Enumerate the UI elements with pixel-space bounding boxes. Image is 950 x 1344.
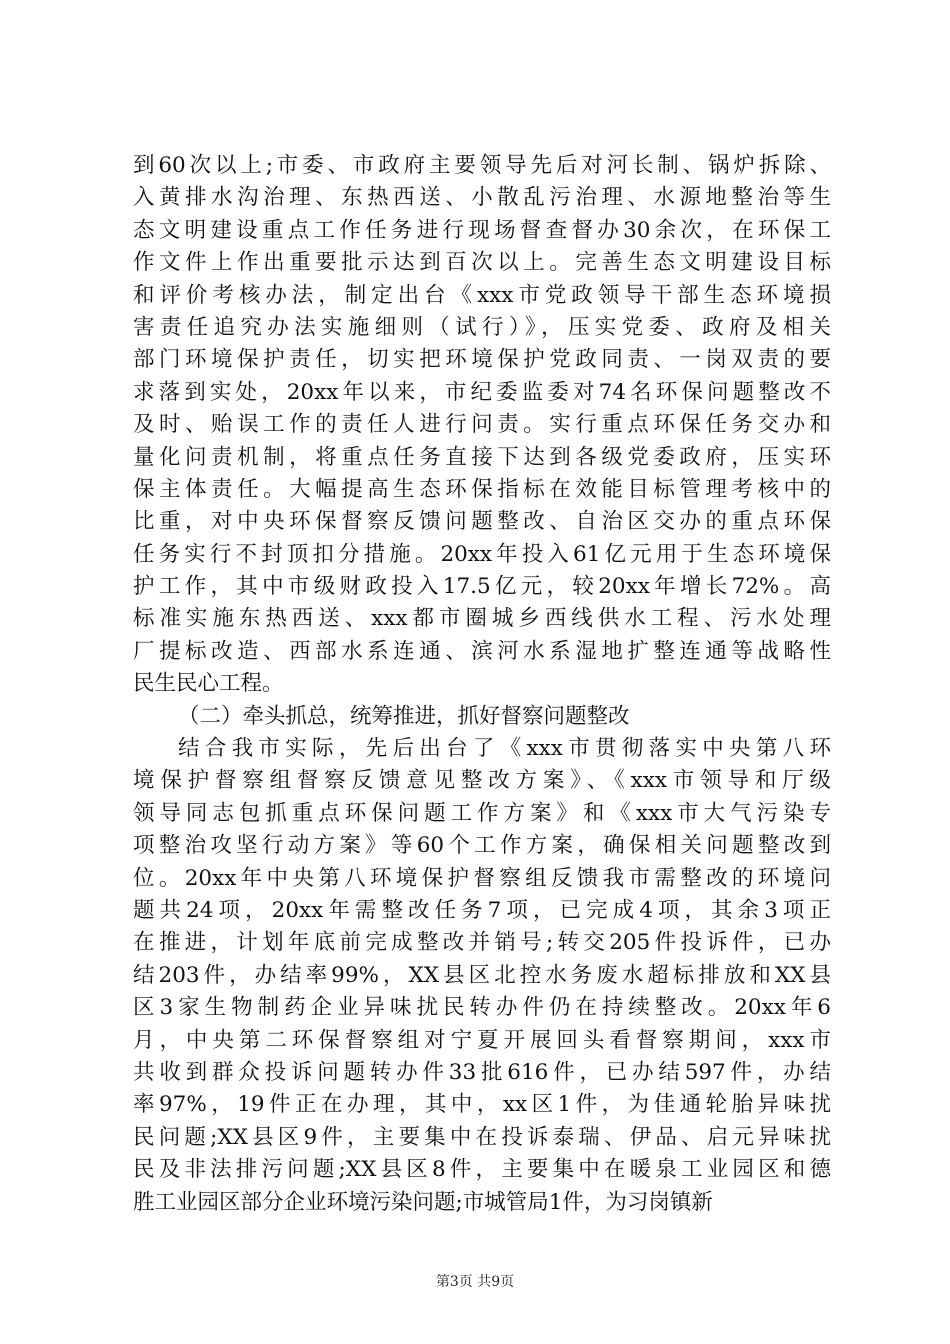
- text-line: 胜工业园区部分企业环境污染问题;市城管局1件，为习岗镇新: [133, 1189, 713, 1215]
- text-line: 题共24项，20xx年需整改任务7项，已完成4项，其余3项正: [133, 897, 831, 923]
- text-line: 境保护督察组督察反馈意见整改方案》、《xxx市领导和厅级: [133, 768, 831, 794]
- text-line: 结合我市实际，先后出台了《xxx市贯彻落实中央第八环: [178, 736, 831, 762]
- text-line: 率97%，19件正在办理，其中，xx区1件，为佳通轮胎异味扰: [133, 1092, 831, 1118]
- text-line: 和评价考核办法，制定出台《xxx市党政领导干部生态环境损: [133, 282, 831, 308]
- text-line: 在推进，计划年底前完成整改并销号;转交205件投诉件，已办: [133, 930, 831, 956]
- text-line: 及时、贻误工作的责任人进行问责。实行重点环保任务交办和: [133, 412, 831, 438]
- text-line: 结203件，办结率99%，XX县区北控水务废水超标排放和XX县: [133, 962, 831, 988]
- text-line: 厂提标改造、西部水系连通、滨河水系湿地扩整连通等战略性: [133, 638, 831, 664]
- paragraph: [133, 150, 831, 701]
- section-heading: [133, 701, 831, 733]
- text-line: 标准实施东热西送、xxx都市圈城乡西线供水工程、污水处理: [133, 606, 831, 632]
- text-line: 入黄排水沟治理、东热西送、小散乱污治理、水源地整治等生: [133, 185, 831, 211]
- text-line: 部门环境保护责任，切实把环境保护党政同责、一岗双责的要: [133, 347, 831, 373]
- paragraph: [133, 733, 831, 1219]
- text-line: 民问题;XX县区9件，主要集中在投诉泰瑞、伊品、启元异味扰: [133, 1124, 831, 1150]
- text-line: 量化问责机制，将重点任务直接下达到各级党委政府，压实环: [133, 444, 831, 470]
- text-line: 民生民心工程。: [133, 671, 284, 697]
- document-body: [133, 150, 831, 1219]
- text-line: 护工作，其中市级财政投入17.5亿元，较20xx年增长72%。高: [133, 574, 831, 600]
- text-line: 求落到实处，20xx年以来，市纪委监委对74名环保问题整改不: [133, 379, 831, 405]
- text-line: 作文件上作出重要批示达到百次以上。完善生态文明建设目标: [133, 250, 831, 276]
- text-line: 到60次以上;市委、市政府主要领导先后对河长制、锅炉拆除、: [133, 153, 831, 178]
- text-line: 项整治攻坚行动方案》等60个工作方案，确保相关问题整改到: [133, 833, 831, 859]
- text-line: 月，中央第二环保督察组对宁夏开展回头看督察期间，xxx市: [133, 1027, 831, 1053]
- text-line: 保主体责任。大幅提高生态环保指标在效能目标管理考核中的: [133, 476, 831, 502]
- text-line: 区3家生物制药企业异味扰民转办件仍在持续整改。20xx年6: [133, 995, 831, 1021]
- text-line: 态文明建设重点工作任务进行现场督查督办30余次，在环保工: [133, 217, 831, 243]
- text-line: 共收到群众投诉问题转办件33批616件，已办结597件，办结: [133, 1059, 831, 1085]
- text-line: 任务实行不封顶扣分措施。20xx年投入61亿元用于生态环境保: [133, 541, 831, 567]
- text-line: 比重，对中央环保督察反馈问题整改、自治区交办的重点环保: [133, 509, 831, 535]
- text-line: 民及非法排污问题;XX县区8件，主要集中在暖泉工业园区和德: [133, 1157, 831, 1183]
- page-footer: [0, 1271, 950, 1291]
- text-line: （二）牵头抓总，统筹推进，抓好督察问题整改: [178, 703, 630, 729]
- text-line: 位。20xx年中央第八环境保护督察组反馈我市需整改的环境问: [133, 865, 831, 891]
- page-number: 第3页 共9页: [435, 1274, 515, 1290]
- text-line: 害责任追究办法实施细则（试行）》，压实党委、政府及相关: [133, 314, 831, 340]
- text-line: 领导同志包抓重点环保问题工作方案》和《xxx市大气污染专: [133, 800, 831, 826]
